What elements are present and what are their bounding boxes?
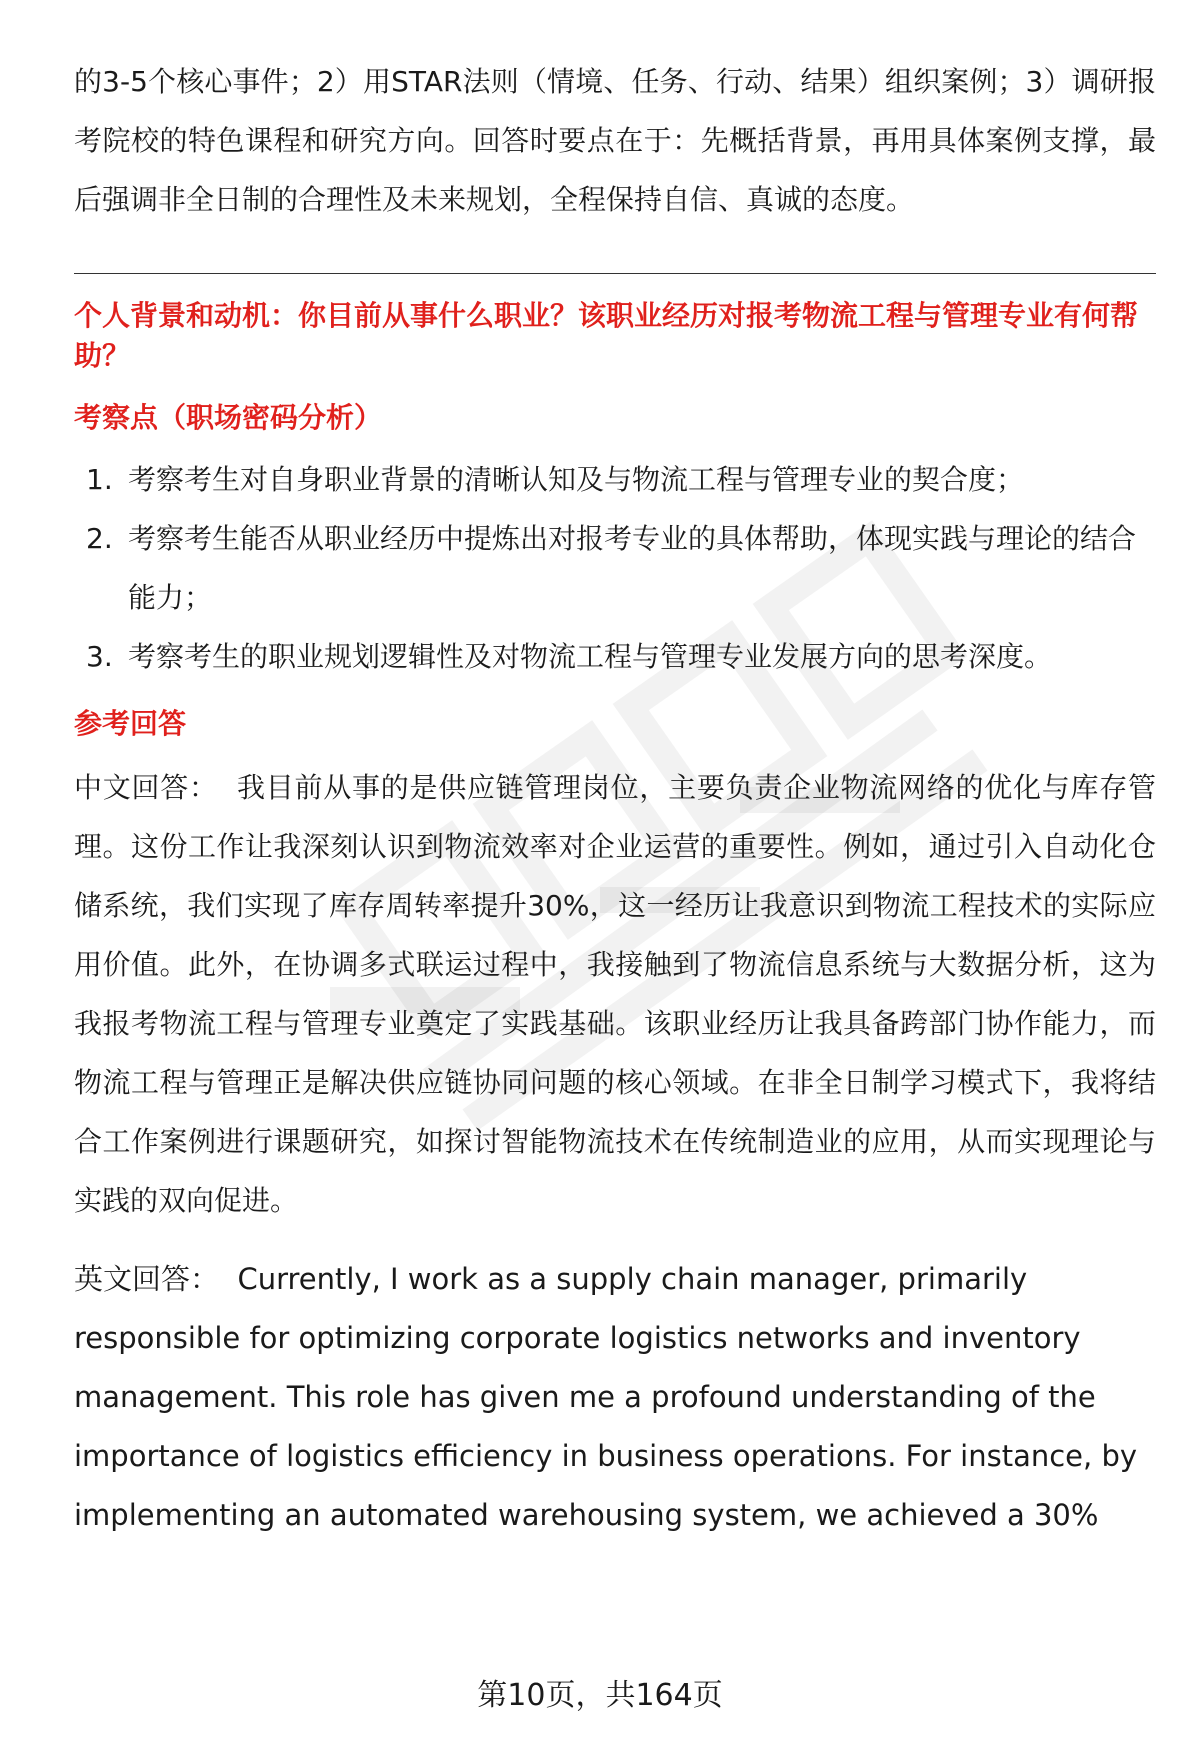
list-item-number: 2. [86,522,113,555]
list-item [74,509,1156,627]
list-item [74,450,1156,509]
focus-heading: 考察点（职场密码分析） [74,401,383,434]
section-divider [74,273,1156,274]
chinese-answer-label: 中文回答： [74,771,218,804]
question-heading: 个人背景和动机：你目前从事什么职业？该职业经历对报考物流工程与管理专业有何帮助？ [74,299,1139,372]
page-number-footer: 第10页，共164页 [477,1678,723,1713]
focus-list [74,450,1156,686]
list-item-number: 3. [86,640,113,673]
list-item-text: 考察考生能否从职业经历中提炼出对报考专业的具体帮助，体现实践与理论的结合能力； [128,522,1137,614]
intro-paragraph: 的3-5个核心事件；2）用STAR法则（情境、任务、行动、结果）组织案例；3）调研报考院校的特色课程和研究方向。回答时要点在于：先概括背景，再用具体案例支撑，最后强调非全日制的合理性及未来规划，全程保持自信、真诚的态度。 [74,65,1156,216]
answer-heading: 参考回答 [74,707,187,740]
chinese-answer [74,758,1156,1230]
list-item [74,627,1156,686]
document-page [74,52,1156,1545]
chinese-answer-text: 我目前从事的是供应链管理岗位，主要负责企业物流网络的优化与库存管理。这份工作让我深刻认识到物流效率对企业运营的重要性。例如，通过引入自动化仓储系统，我们实现了库存周转率提升30%，这一经历让我意识到物流工程技术的实际应用价值。此外，在协调多式联运过程中，我接触到了物流信息系统与大数据分析，这为我报考物流工程与管理专业奠定了实践基础。该职业经历让我具备跨部门协作能力，而物流工程与管理正是解决供应链协同问题的核心领域。在非全日制学习模式下，我将结合工作案例进行课题研究，如探讨智能物流技术在传统制造业的应用，从而实现理论与实践的双向促进。 [74,771,1156,1217]
english-answer [74,1250,1156,1545]
list-item-text: 考察考生的职业规划逻辑性及对物流工程与管理专业发展方向的思考深度。 [128,640,1053,673]
list-item-number: 1. [86,463,113,496]
english-answer-text: Currently, I work as a supply chain manager, primarily responsible for optimizing corporate logistics networks and inventory management. This role has given me a profound understanding of the importance of logistics efficiency in business operations. For instance, by implementing an automated warehousing system, we achieved a 30% [74,1262,1138,1532]
list-item-text: 考察考生对自身职业背景的清晰认知及与物流工程与管理专业的契合度； [128,463,1025,496]
english-answer-label: 英文回答： [74,1262,220,1296]
